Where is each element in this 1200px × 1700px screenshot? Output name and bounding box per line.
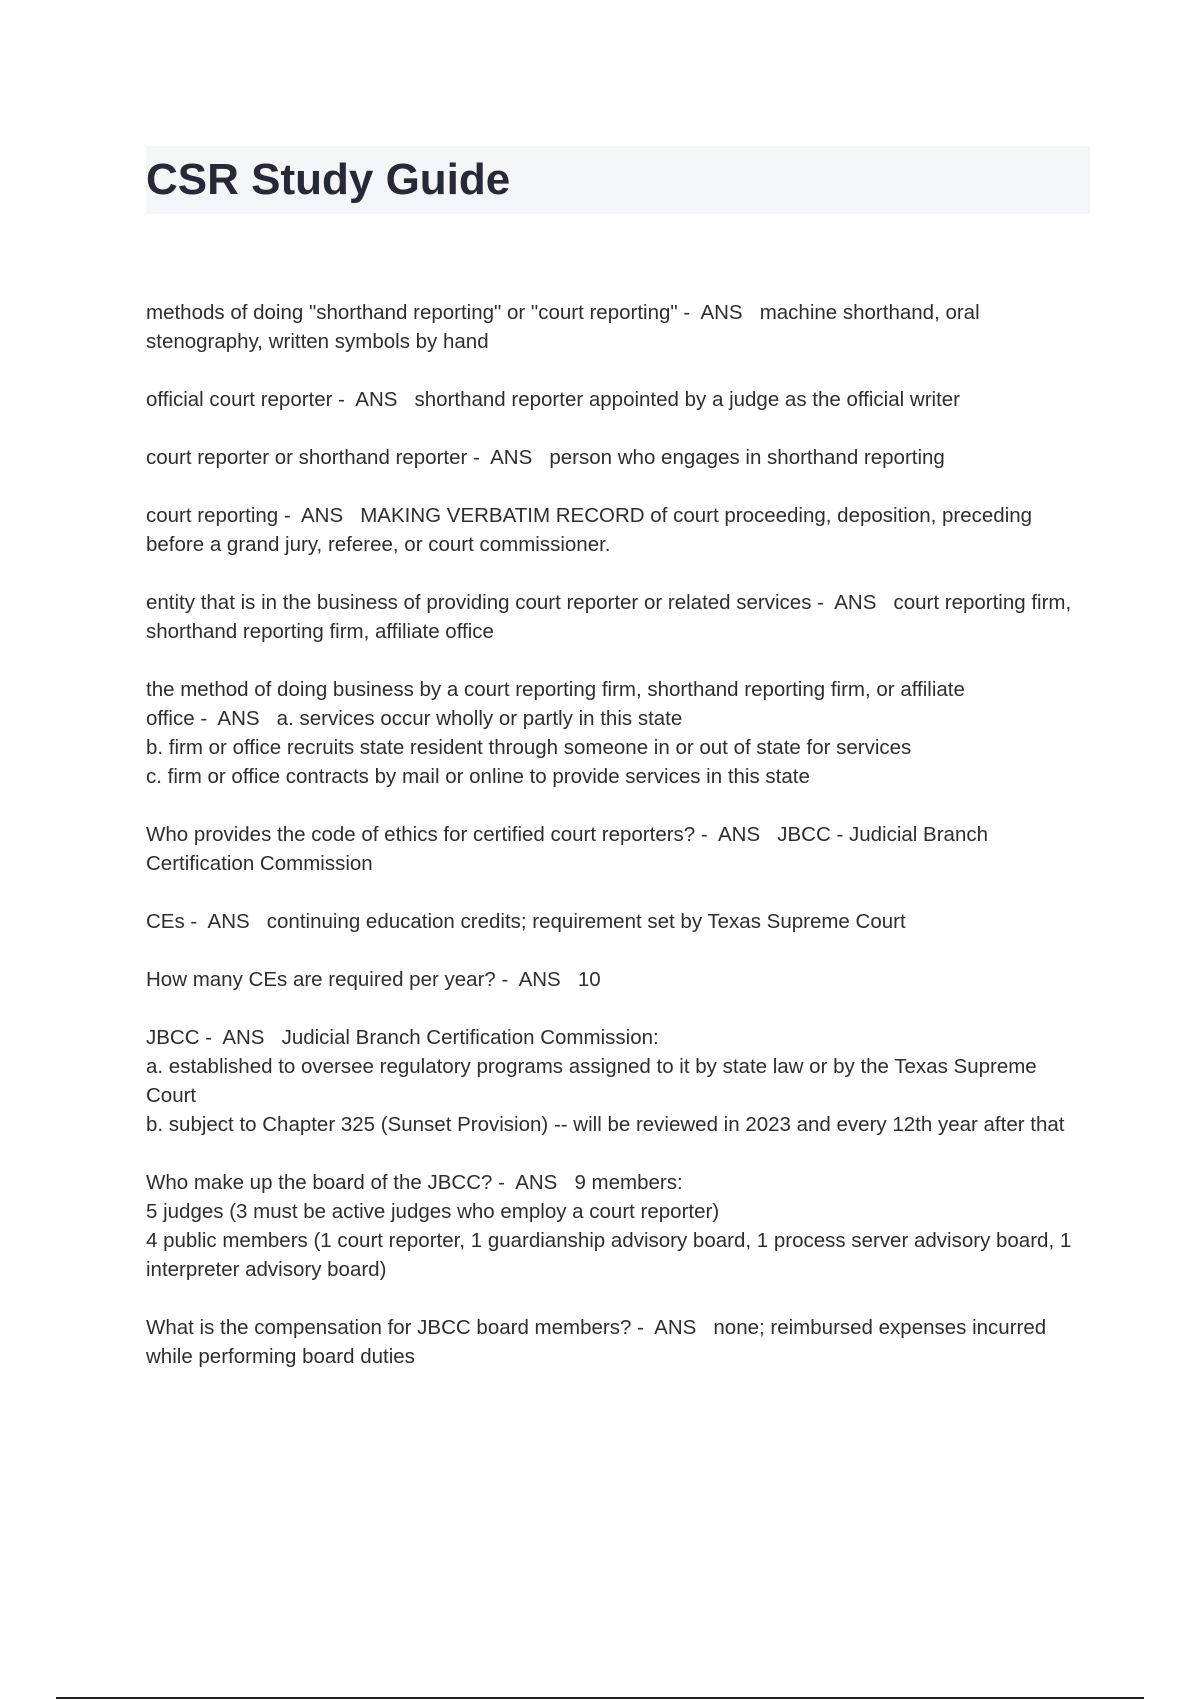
answer-text: 9 members: xyxy=(574,1171,683,1194)
page-title: CSR Study Guide xyxy=(146,155,511,204)
answer-separator: - ANS xyxy=(631,1316,714,1339)
answer-text: shorthand reporter appointed by a judge as the official writer xyxy=(414,388,960,411)
qa-first-line xyxy=(146,385,1086,414)
question-text: entity that is in the business of providing court reporter or related services xyxy=(146,591,812,614)
question-text: court reporting xyxy=(146,504,279,527)
answer-separator: - ANS xyxy=(495,968,578,991)
qa-list xyxy=(146,298,1086,1400)
qa-item xyxy=(146,675,1086,791)
answer-separator: - ANS xyxy=(194,707,277,730)
qa-first-line xyxy=(146,501,1086,559)
answer-text: MAKING VERBATIM RECORD of court proceeding, deposition, preceding before a grand jury, referee, or court commissioner. xyxy=(146,504,1038,556)
answer-line: b. subject to Chapter 325 (Sunset Provision) -- will be reviewed in 2023 and every 12th year after that xyxy=(146,1113,1065,1136)
answer-text: JBCC - Judicial Branch Certification Commission xyxy=(146,823,994,875)
question-text: Who provides the code of ethics for certified court reporters? xyxy=(146,823,696,846)
qa-first-line xyxy=(146,1168,1086,1197)
answer-separator: - ANS xyxy=(695,823,778,846)
qa-item xyxy=(146,1023,1086,1139)
answer-text: none; reimbursed expenses incurred while performing board duties xyxy=(146,1316,1052,1368)
question-text: JBCC xyxy=(146,1026,200,1049)
qa-item xyxy=(146,501,1086,559)
qa-first-line xyxy=(146,820,1086,878)
answer-text: continuing education credits; requirement set by Texas Supreme Court xyxy=(266,910,906,933)
question-text: methods of doing "shorthand reporting" or "court reporting" xyxy=(146,301,678,324)
title-banner xyxy=(146,146,1090,214)
answer-separator: - ANS xyxy=(332,388,415,411)
answer-text: person who engages in shorthand reporting xyxy=(549,446,945,469)
qa-first-line xyxy=(146,443,1086,472)
qa-first-line xyxy=(146,588,1086,646)
question-text: How many CEs are required per year? xyxy=(146,968,496,991)
answer-separator: - ANS xyxy=(184,910,267,933)
answer-text: 10 xyxy=(577,968,601,991)
question-text: What is the compensation for JBCC board members? xyxy=(146,1316,632,1339)
qa-first-line xyxy=(146,675,1086,733)
qa-first-line xyxy=(146,965,1086,994)
question-text: CEs xyxy=(146,910,185,933)
qa-first-line xyxy=(146,907,1086,936)
answer-line: b. firm or office recruits state resident through someone in or out of state for services xyxy=(146,736,912,759)
qa-item xyxy=(146,385,1086,414)
qa-item xyxy=(146,820,1086,878)
answer-line: a. established to oversee regulatory programs assigned to it by state law or by the Texas Supreme Court xyxy=(146,1055,1043,1107)
question-text: official court reporter xyxy=(146,388,333,411)
answer-text: Judicial Branch Certification Commission: xyxy=(281,1026,659,1049)
answer-text: machine shorthand, oral stenography, written symbols by hand xyxy=(146,301,986,353)
answer-line: 4 public members (1 court reporter, 1 guardianship advisory board, 1 process server advisory board, 1 interpreter advisory board) xyxy=(146,1229,1077,1281)
answer-separator: - ANS xyxy=(811,591,894,614)
answer-text: court reporting firm, shorthand reporting firm, affiliate office xyxy=(146,591,1077,643)
answer-line: 5 judges (3 must be active judges who employ a court reporter) xyxy=(146,1200,720,1223)
qa-item xyxy=(146,907,1086,936)
qa-item xyxy=(146,965,1086,994)
qa-first-line xyxy=(146,298,1086,356)
qa-first-line xyxy=(146,1023,1086,1052)
qa-item xyxy=(146,1313,1086,1371)
question-text: Who make up the board of the JBCC? xyxy=(146,1171,493,1194)
answer-separator: - ANS xyxy=(278,504,361,527)
answer-line: c. firm or office contracts by mail or online to provide services in this state xyxy=(146,765,810,788)
qa-item xyxy=(146,443,1086,472)
qa-item xyxy=(146,298,1086,356)
question-text: the method of doing business by a court reporting firm, shorthand reporting firm, or affiliate office xyxy=(146,678,971,730)
answer-text: a. services occur wholly or partly in this state xyxy=(276,707,683,730)
answer-separator: - ANS xyxy=(467,446,550,469)
answer-separator: - ANS xyxy=(199,1026,282,1049)
qa-first-line xyxy=(146,1313,1086,1371)
footer-rule xyxy=(56,1697,1144,1699)
answer-separator: - ANS xyxy=(492,1171,575,1194)
answer-separator: - ANS xyxy=(677,301,760,324)
qa-item xyxy=(146,588,1086,646)
question-text: court reporter or shorthand reporter xyxy=(146,446,468,469)
qa-item xyxy=(146,1168,1086,1284)
